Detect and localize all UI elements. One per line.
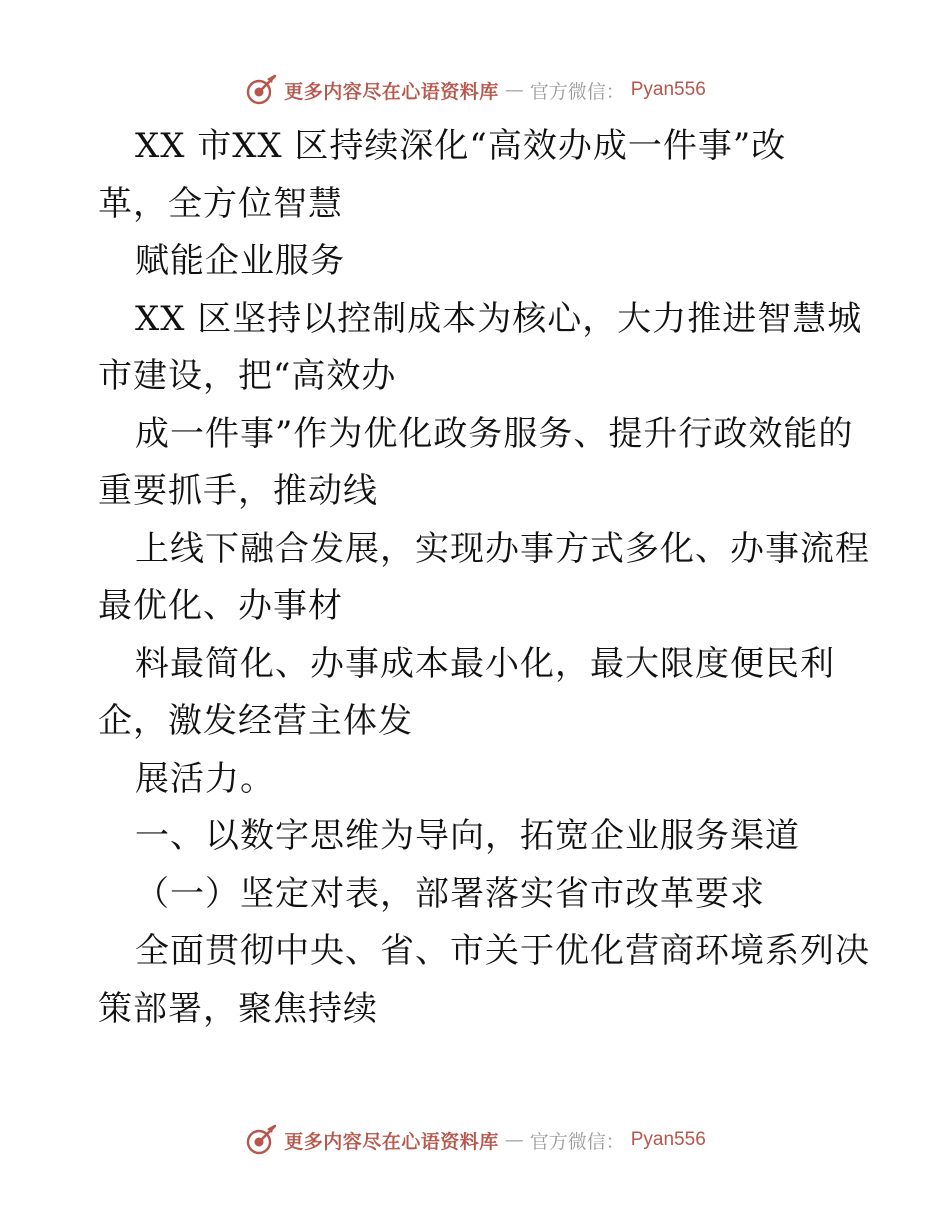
body-line: 全面贯彻中央、省、市关于优化营商环境系列决 bbox=[135, 931, 870, 971]
banner-brand: 更多内容尽在心语资料库 bbox=[284, 1130, 499, 1153]
body-line: XX 区坚持以控制成本为核心，大力推进智慧城 bbox=[135, 298, 863, 339]
quill-logo-icon bbox=[244, 73, 278, 107]
body-line: 企，激发经营主体发 bbox=[98, 701, 413, 741]
quill-logo-icon bbox=[244, 1123, 278, 1157]
body-line: 市建设，把“高效办 bbox=[98, 356, 397, 396]
body-line: 策部署，聚焦持续 bbox=[98, 988, 378, 1029]
section-heading: 一、以数字思维为导向，拓宽企业服务渠道 bbox=[135, 816, 800, 856]
banner-brand: 更多内容尽在心语资料库 bbox=[284, 80, 499, 103]
body-line: 上线下融合发展，实现办事方式多化、办事流程 bbox=[135, 528, 870, 569]
body-line: 最优化、办事材 bbox=[98, 586, 343, 626]
banner-wechat-handle: Pyan556 bbox=[630, 79, 706, 100]
banner-dash: — bbox=[504, 79, 524, 101]
body-line: 成一件事”作为优化政务服务、提升行政效能的 bbox=[135, 413, 854, 454]
header-banner bbox=[0, 70, 950, 110]
banner-contact-label: 官方微信： bbox=[529, 80, 625, 103]
banner-dash: — bbox=[504, 1129, 524, 1151]
title-line-1: XX 市XX 区持续深化“高效办成一件事”改 bbox=[135, 126, 787, 166]
footer-banner bbox=[0, 1120, 950, 1160]
body-line: 料最简化、办事成本最小化，最大限度便民利 bbox=[135, 643, 835, 684]
body-line: 展活力。 bbox=[135, 758, 275, 799]
title-line-2: 革，全方位智慧 bbox=[98, 183, 343, 224]
body-line: 重要抓手，推动线 bbox=[98, 471, 378, 511]
banner-wechat-handle: Pyan556 bbox=[630, 1129, 706, 1150]
title-line-3: 赋能企业服务 bbox=[135, 241, 345, 281]
subsection-heading: （一）坚定对表，部署落实省市改革要求 bbox=[135, 873, 765, 914]
document-body bbox=[98, 118, 878, 1038]
banner-contact-label: 官方微信： bbox=[529, 1130, 625, 1153]
